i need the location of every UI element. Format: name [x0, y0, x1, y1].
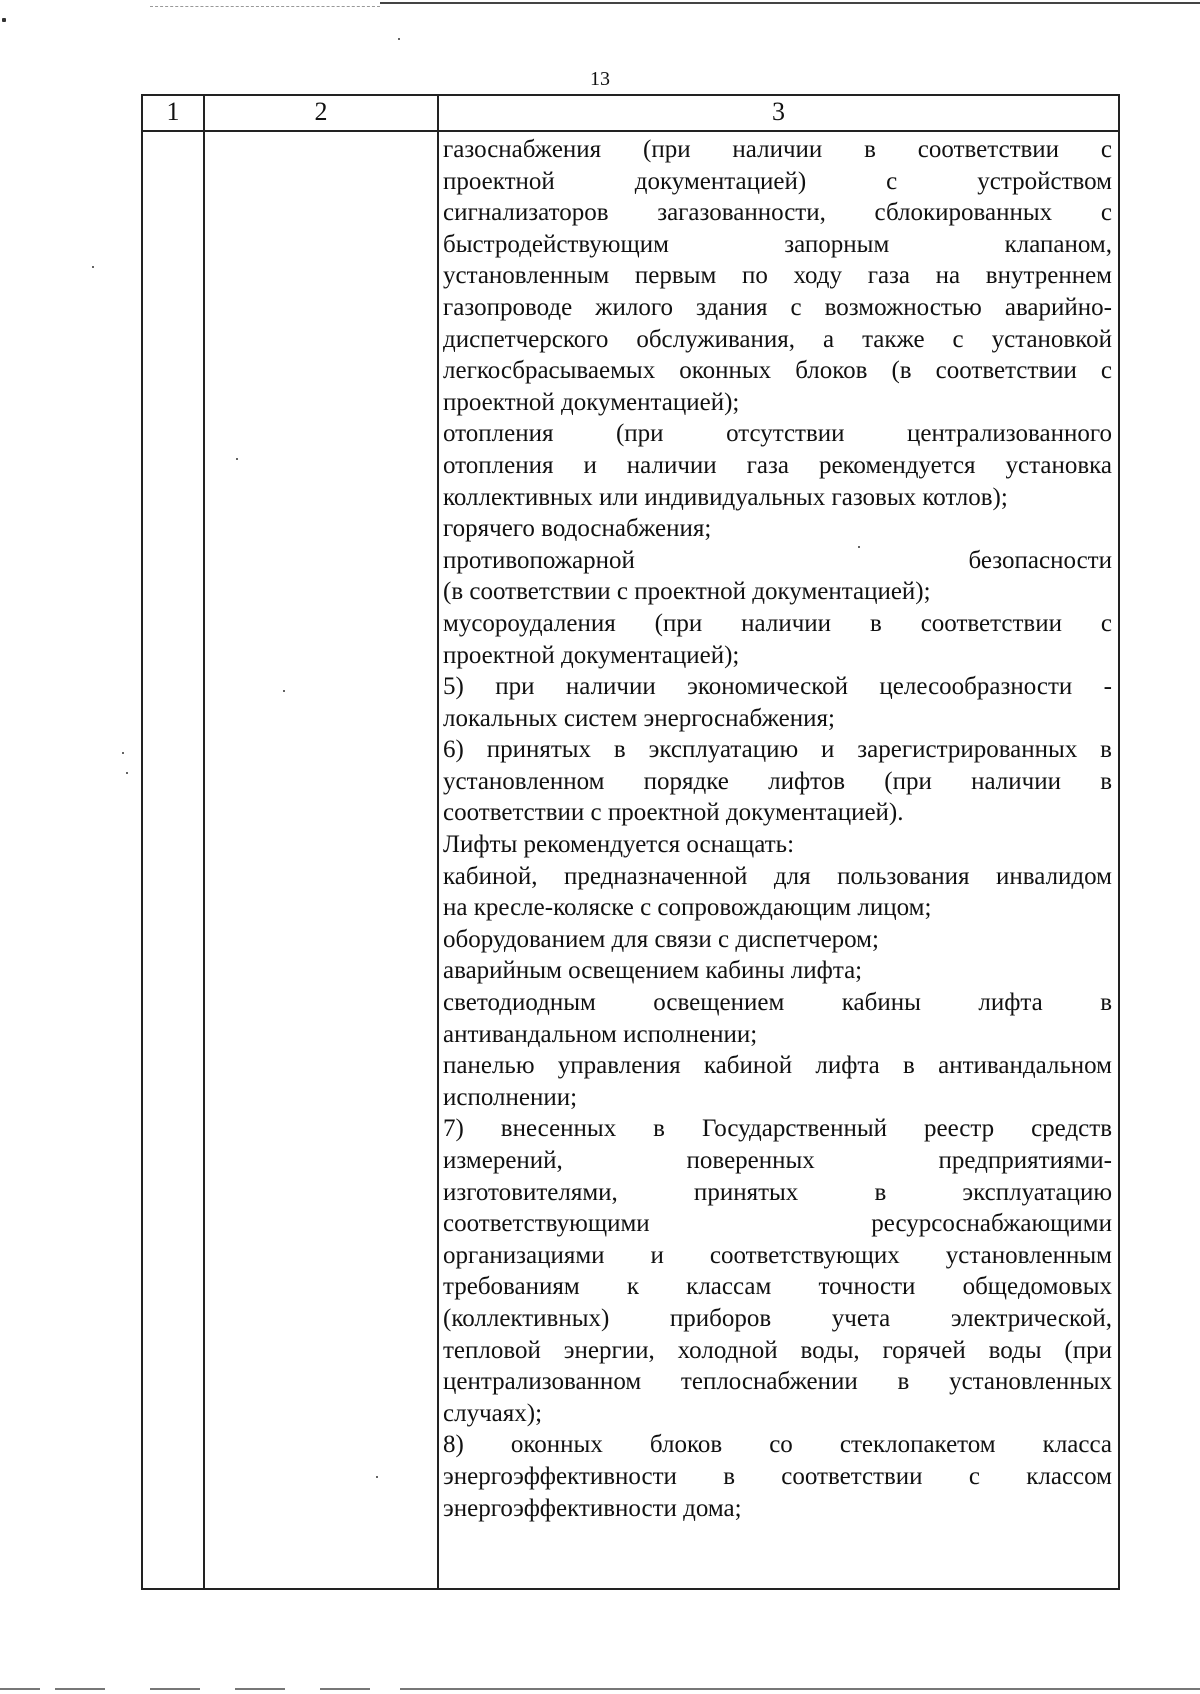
text-line: аварийным освещением кабины лифта; [443, 957, 863, 985]
scan-speck [122, 752, 124, 754]
text-line: энергоэффективности дома; [443, 1494, 742, 1522]
text-line: Лифты рекомендуется оснащать: [443, 831, 795, 859]
scan-edge-bottom [55, 1688, 105, 1690]
cell-col3 [438, 131, 1119, 1589]
text-line: 6) принятых в эксплуатацию и зарегистрированных в [443, 736, 1112, 764]
scan-speck [126, 772, 128, 774]
text-line: 7) внесенных в Государственный реестр средств [443, 1115, 1112, 1143]
text-line: централизованном теплоснабжении в установленных [443, 1368, 1112, 1396]
text-line: легкосбрасываемых оконных блоков (в соответствии с [443, 357, 1112, 385]
text-line: противопожарной безопасности [443, 546, 1112, 574]
cell-col3-text [443, 134, 1112, 1524]
scan-edge-top [380, 2, 1200, 4]
text-line: проектной документацией); [443, 641, 740, 669]
text-line: изготовителями, принятых в эксплуатацию [443, 1178, 1112, 1206]
text-line: антивандальном исполнении; [443, 1020, 758, 1048]
text-line: диспетчерского обслуживания, а также с установкой [443, 325, 1112, 353]
text-line: проектной документацией); [443, 388, 740, 416]
text-line: 8) оконных блоков со стеклопакетом класса [443, 1431, 1112, 1459]
text-line: газоснабжения (при наличии в соответствии с [443, 136, 1112, 163]
scan-edge-bottom [235, 1688, 285, 1690]
column-header-3: 3 [438, 95, 1119, 131]
text-line: организациями и соответствующих установленным [443, 1241, 1112, 1269]
text-line: случаях); [443, 1399, 543, 1427]
text-line: тепловой энергии, холодной воды, горячей воды (при [443, 1336, 1112, 1364]
text-line: сигнализаторов загазованности, сблокированных с [443, 199, 1112, 227]
text-line: отопления (при отсутствии централизованного [443, 420, 1112, 448]
text-line: коллективных или индивидуальных газовых котлов); [443, 483, 1008, 511]
scan-edge-bottom [400, 1688, 1200, 1690]
text-line: панелью управления кабиной лифта в антивандальном [443, 1052, 1112, 1080]
text-line: кабиной, предназначенной для пользования инвалидом [443, 862, 1112, 890]
text-line: локальных систем энергоснабжения; [443, 704, 835, 732]
document-table [141, 94, 1120, 1590]
table-header-row [142, 95, 1119, 131]
text-line: требованиям к классам точности общедомовых [443, 1273, 1112, 1301]
cell-col1 [142, 131, 204, 1589]
scan-edge-bottom [150, 1688, 200, 1690]
text-line: газопроводе жилого здания с возможностью аварийно- [443, 293, 1112, 321]
text-line: (коллективных) приборов учета электрической, [443, 1304, 1112, 1332]
cell-col2 [204, 131, 438, 1589]
page-number: 13 [590, 68, 610, 90]
scan-speck [398, 38, 400, 40]
text-line: соответствующими ресурсоснабжающими [443, 1210, 1112, 1238]
table-row [142, 131, 1119, 1589]
scan-speck [92, 266, 94, 268]
text-line: отопления и наличии газа рекомендуется установка [443, 451, 1112, 479]
text-line: установленным первым по ходу газа на внутреннем [443, 262, 1112, 290]
text-line: проектной документацией) с устройством [443, 167, 1112, 195]
text-line: оборудованием для связи с диспетчером; [443, 925, 879, 953]
column-header-2: 2 [204, 95, 438, 131]
text-line: 5) при наличии экономической целесообразности - [443, 673, 1112, 701]
text-line: светодиодным освещением кабины лифта в [443, 989, 1112, 1017]
scan-edge-bottom [320, 1688, 370, 1690]
text-line: измерений, поверенных предприятиями- [443, 1147, 1112, 1174]
text-line: быстродействующим запорным клапаном, [443, 230, 1112, 258]
scan-edge-top-faint [150, 6, 380, 7]
text-line: исполнении; [443, 1083, 578, 1111]
text-line: энергоэффективности в соответствии с классом [443, 1462, 1112, 1490]
scan-edge-bottom [0, 1688, 40, 1690]
scan-speck [2, 18, 6, 22]
column-header-1: 1 [142, 95, 204, 131]
text-line: мусороудаления (при наличии в соответствии с [443, 609, 1112, 637]
text-line: соответствии с проектной документацией). [443, 799, 904, 827]
text-line: установленном порядке лифтов (при наличии в [443, 767, 1112, 795]
text-line: горячего водоснабжения; [443, 515, 712, 543]
text-line: (в соответствии с проектной документацией); [443, 578, 931, 606]
text-line: на кресле-коляске с сопровождающим лицом; [443, 894, 932, 922]
